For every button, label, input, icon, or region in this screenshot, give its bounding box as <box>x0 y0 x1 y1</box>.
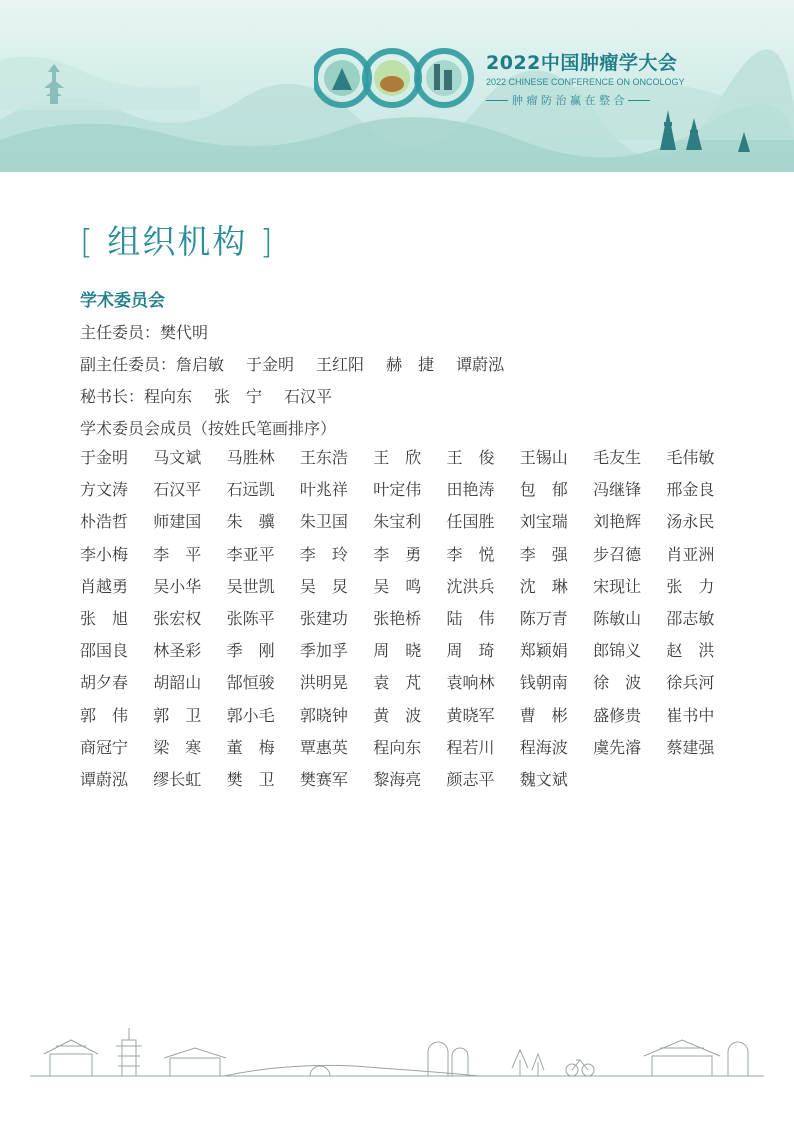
member-name: 徐 波 <box>593 673 642 693</box>
secretary-name: 石汉平 <box>284 387 333 406</box>
member-name: 黎海亮 <box>373 769 422 789</box>
member-name: 郭 卫 <box>153 705 202 725</box>
title-open-bracket: [ <box>80 222 95 261</box>
vice-chair-line <box>80 352 526 375</box>
member-name: 周 琦 <box>446 641 495 661</box>
member-name: 颜志平 <box>446 769 495 789</box>
member-name: 沈 琳 <box>519 576 568 596</box>
member-name: 石远凯 <box>226 480 275 500</box>
slogan-right-rule <box>628 100 650 101</box>
member-name: 虞先濬 <box>593 737 642 757</box>
member-name: 邵志敏 <box>666 608 715 628</box>
member-name: 崔书中 <box>666 705 715 725</box>
member-name: 陆 伟 <box>446 608 495 628</box>
members-list <box>80 446 730 800</box>
title-text: 组织机构 <box>107 222 248 261</box>
member-name: 马胜林 <box>226 448 275 467</box>
title-close-bracket: ] <box>259 222 275 261</box>
member-name: 郎锦义 <box>593 641 642 661</box>
member-name: 沈洪兵 <box>446 576 495 596</box>
secretary-line <box>80 384 354 407</box>
member-name: 陈敏山 <box>593 608 642 628</box>
conference-brand <box>486 48 716 108</box>
member-name: 李 悦 <box>446 544 495 564</box>
member-name: 董 梅 <box>226 737 275 757</box>
member-name: 李小梅 <box>80 544 129 564</box>
member-name: 叶定伟 <box>373 480 422 500</box>
member-name: 方文涛 <box>80 480 129 500</box>
member-name: 步召德 <box>593 544 642 564</box>
member-name: 石汉平 <box>153 480 202 500</box>
member-name: 叶兆祥 <box>299 480 348 500</box>
section-title <box>80 216 275 263</box>
vice-chair-name: 于金明 <box>246 355 295 374</box>
header-banner <box>0 0 794 172</box>
members-label: 学术委员会成员（按姓氏笔画排序） <box>80 419 337 438</box>
member-name: 宋现让 <box>593 576 642 596</box>
vice-chair-name: 赫 捷 <box>386 355 435 374</box>
member-name: 商冠宁 <box>80 737 129 757</box>
member-name: 赵 洪 <box>666 641 715 661</box>
footer-skyline-illustration <box>0 1010 794 1123</box>
member-name: 吴 炅 <box>299 576 348 596</box>
slogan-left-rule <box>486 100 508 101</box>
member-name: 师建国 <box>153 512 202 532</box>
member-name: 郭晓钟 <box>299 705 348 725</box>
member-name: 于金明 <box>80 448 129 467</box>
member-name: 陈万青 <box>519 608 568 628</box>
member-name: 季加孚 <box>299 641 348 661</box>
committee-heading: 学术委员会 <box>80 291 165 311</box>
member-name: 洪明晃 <box>299 673 348 693</box>
member-name: 程向东 <box>373 737 422 757</box>
member-name: 郭 伟 <box>80 705 129 725</box>
member-name: 郑颖娟 <box>519 641 568 661</box>
member-name: 王东浩 <box>299 448 348 467</box>
member-name: 吴小华 <box>153 576 202 596</box>
member-name: 王 俊 <box>446 448 495 467</box>
member-name: 吴世凯 <box>226 576 275 596</box>
chair-line <box>80 320 208 343</box>
secretary-name: 张 宁 <box>214 387 263 406</box>
member-name: 张 力 <box>666 576 715 596</box>
member-name: 李 平 <box>153 544 202 564</box>
member-name: 郭小毛 <box>226 705 275 725</box>
member-name: 胡夕春 <box>80 673 129 693</box>
member-name: 程海波 <box>519 737 568 757</box>
member-name: 汤永民 <box>666 512 715 532</box>
member-name: 缪长虹 <box>153 769 202 789</box>
member-name: 任国胜 <box>446 512 495 532</box>
member-name: 邢金良 <box>666 480 715 500</box>
vice-chair-name: 谭蔚泓 <box>456 355 505 374</box>
member-name: 黄 波 <box>373 705 422 725</box>
member-name: 朱卫国 <box>299 512 348 532</box>
secretary-label: 秘书长： <box>80 387 145 406</box>
member-name: 包 郁 <box>519 480 568 500</box>
member-name: 张 旭 <box>80 608 129 628</box>
member-name: 谭蔚泓 <box>80 769 129 789</box>
member-name: 季 刚 <box>226 641 275 661</box>
member-name: 王锡山 <box>519 448 568 467</box>
member-name: 曹 彬 <box>519 705 568 725</box>
vice-chair-name: 王红阳 <box>316 355 365 374</box>
member-name: 胡韶山 <box>153 673 202 693</box>
member-name: 朱宝利 <box>373 512 422 532</box>
member-name: 李 强 <box>519 544 568 564</box>
member-name: 梁 寒 <box>153 737 202 757</box>
member-name: 樊 卫 <box>226 769 275 789</box>
chair-label: 主任委员： <box>80 323 161 342</box>
member-name: 马文斌 <box>153 448 202 467</box>
slogan-text: 肿 瘤 防 治 赢 在 整 合 <box>512 94 625 107</box>
member-name: 刘艳辉 <box>593 512 642 532</box>
member-name: 田艳涛 <box>446 480 495 500</box>
member-name: 刘宝瑞 <box>519 512 568 532</box>
member-name: 魏文斌 <box>519 769 568 789</box>
member-name: 钱朝南 <box>519 673 568 693</box>
conference-logo-icon <box>314 44 474 110</box>
member-name: 毛友生 <box>593 448 642 467</box>
member-name: 吴 鸣 <box>373 576 422 596</box>
member-name: 郜恒骏 <box>226 673 275 693</box>
member-name: 肖亚洲 <box>666 544 715 564</box>
member-name: 冯继锋 <box>593 480 642 500</box>
member-name: 张陈平 <box>226 608 275 628</box>
vice-chair-label: 副主任委员： <box>80 355 177 374</box>
member-name: 樊赛军 <box>299 769 348 789</box>
member-name: 林圣彩 <box>153 641 202 661</box>
member-name: 周 晓 <box>373 641 422 661</box>
conference-title: 2022中国肿瘤学大会 <box>486 52 678 74</box>
conference-slogan <box>486 92 716 108</box>
member-name: 张建功 <box>299 608 348 628</box>
member-name: 朴浩哲 <box>80 512 129 532</box>
conference-subtitle: 2022 CHINESE CONFERENCE ON ONCOLOGY <box>486 77 685 87</box>
member-name: 袁 芃 <box>373 673 422 693</box>
member-name: 李 勇 <box>373 544 422 564</box>
member-name: 张艳桥 <box>373 608 422 628</box>
member-name: 黄晓军 <box>446 705 495 725</box>
member-name: 朱 骥 <box>226 512 275 532</box>
member-name: 袁响林 <box>446 673 495 693</box>
member-name: 李亚平 <box>226 544 275 564</box>
chair-name: 樊代明 <box>160 323 209 342</box>
member-name: 毛伟敏 <box>666 448 715 467</box>
member-name: 盛修贵 <box>593 705 642 725</box>
member-name: 徐兵河 <box>666 673 715 693</box>
member-name: 蔡建强 <box>666 737 715 757</box>
member-name: 李 玲 <box>299 544 348 564</box>
vice-chair-name: 詹启敏 <box>176 355 225 374</box>
member-name: 程若川 <box>446 737 495 757</box>
member-name: 邵国良 <box>80 641 129 661</box>
member-name: 王 欣 <box>373 448 422 467</box>
secretary-name: 程向东 <box>144 387 193 406</box>
member-name: 覃惠英 <box>299 737 348 757</box>
member-name: 张宏权 <box>153 608 202 628</box>
member-name: 肖越勇 <box>80 576 129 596</box>
